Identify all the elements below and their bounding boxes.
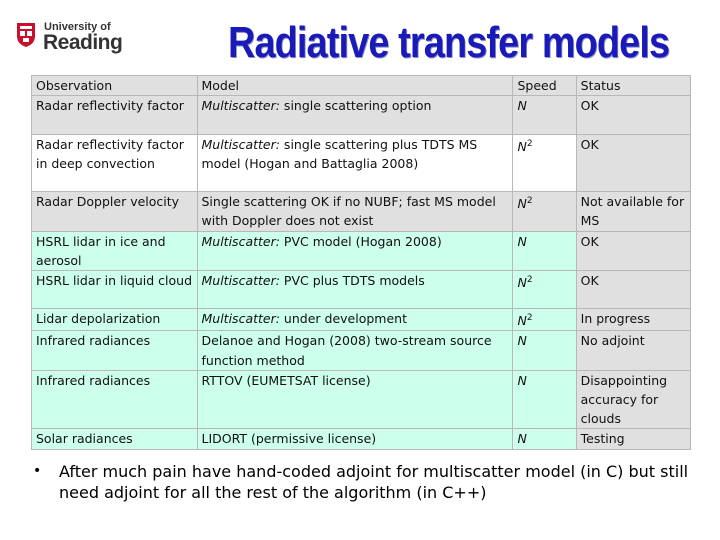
- speed-value: N: [517, 233, 527, 249]
- speed-cell: [513, 331, 576, 370]
- speed-value: N: [517, 333, 527, 349]
- table-row: [32, 231, 691, 270]
- model-description: RTTOV (EUMETSAT license): [201, 372, 371, 388]
- status-cell: No adjoint: [576, 331, 690, 370]
- model-cell: [197, 135, 513, 192]
- observation-cell: Lidar depolarization: [32, 309, 198, 331]
- model-description: PVC model (Hogan 2008): [279, 233, 442, 249]
- speed-cell: [513, 192, 576, 231]
- logo-line-1: University of: [44, 21, 111, 33]
- model-name: Multiscatter:: [201, 233, 280, 249]
- speed-value: N: [517, 313, 527, 329]
- observation-cell: HSRL lidar in ice and aerosol: [32, 231, 198, 270]
- status-cell: Not available for MS: [576, 192, 690, 231]
- speed-cell: [513, 135, 576, 192]
- models-table: [31, 75, 691, 450]
- table-row: [32, 309, 691, 331]
- speed-value: N: [517, 196, 527, 212]
- table-row: [32, 135, 691, 192]
- status-cell: In progress: [576, 309, 690, 331]
- speed-value: N: [517, 431, 527, 447]
- model-cell: [197, 271, 513, 309]
- status-cell: OK: [576, 271, 690, 309]
- observation-cell: Radar Doppler velocity: [32, 192, 198, 231]
- model-cell: [197, 96, 513, 135]
- model-cell: [197, 309, 513, 331]
- bullet-icon: •: [33, 463, 42, 479]
- bullet-list: [33, 461, 693, 503]
- header-observation: Observation: [32, 76, 198, 96]
- table-row: [32, 429, 691, 449]
- university-logo: [14, 18, 123, 58]
- model-name: Multiscatter:: [201, 137, 280, 153]
- observation-cell: Solar radiances: [32, 429, 198, 449]
- speed-cell: [513, 370, 576, 429]
- status-cell: Disappointing accuracy for clouds: [576, 370, 690, 429]
- speed-value: N: [517, 275, 527, 291]
- speed-value: N: [517, 98, 527, 114]
- observation-cell: Radar reflectivity factor: [32, 96, 198, 135]
- table-row: [32, 192, 691, 231]
- status-cell: OK: [576, 96, 690, 135]
- university-crest-icon: [16, 22, 36, 48]
- table-row: [32, 271, 691, 309]
- speed-exponent: 2: [526, 313, 533, 324]
- model-cell: [197, 429, 513, 449]
- model-description: under development: [279, 311, 407, 327]
- speed-cell: [513, 271, 576, 309]
- speed-value: N: [517, 372, 527, 388]
- speed-cell: [513, 231, 576, 270]
- model-cell: [197, 370, 513, 429]
- speed-value: N: [517, 139, 527, 155]
- model-cell: [197, 331, 513, 370]
- model-cell: [197, 192, 513, 231]
- table-row: [32, 331, 691, 370]
- observation-cell: Infrared radiances: [32, 370, 198, 429]
- speed-cell: [513, 429, 576, 449]
- status-cell: OK: [576, 135, 690, 192]
- observation-cell: Radar reflectivity factor in deep convection: [32, 135, 198, 192]
- header-speed: Speed: [513, 76, 576, 96]
- model-description: LIDORT (permissive license): [201, 431, 377, 447]
- observation-cell: Infrared radiances: [32, 331, 198, 370]
- bullet-text: After much pain have hand-coded adjoint for multiscatter model (in C) but still need adjoint for all the rest of the algorithm (in C++): [59, 462, 689, 502]
- model-name: Multiscatter:: [201, 311, 280, 327]
- logo-line-2: Reading: [43, 31, 123, 54]
- model-name: Multiscatter:: [201, 98, 280, 114]
- header-status: Status: [576, 76, 690, 96]
- slide-title: Radiative transfer models: [228, 18, 670, 67]
- table-header-row: [32, 76, 691, 96]
- model-description: Delanoe and Hogan (2008) two-stream source function method: [201, 333, 492, 368]
- speed-cell: [513, 96, 576, 135]
- speed-cell: [513, 309, 576, 331]
- header-model: Model: [197, 76, 513, 96]
- model-description: Single scattering OK if no NUBF; fast MS model with Doppler does not exist: [201, 194, 496, 229]
- table-row: [32, 370, 691, 429]
- status-cell: OK: [576, 231, 690, 270]
- speed-exponent: 2: [526, 196, 533, 207]
- model-cell: [197, 231, 513, 270]
- speed-exponent: 2: [526, 275, 533, 286]
- observation-cell: HSRL lidar in liquid cloud: [32, 271, 198, 309]
- table-row: [32, 96, 691, 135]
- model-description: single scattering option: [279, 98, 432, 114]
- status-cell: Testing: [576, 429, 690, 449]
- speed-exponent: 2: [526, 139, 533, 150]
- model-name: Multiscatter:: [201, 273, 280, 289]
- model-description: single scattering plus TDTS MS model (Hogan and Battaglia 2008): [201, 137, 478, 172]
- model-description: PVC plus TDTS models: [279, 273, 425, 289]
